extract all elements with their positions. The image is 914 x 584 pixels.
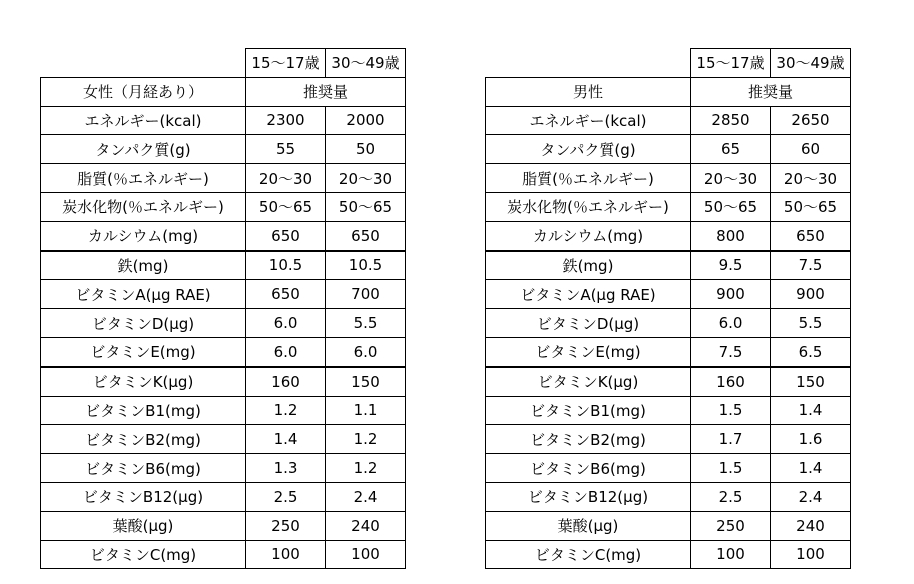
nutrient-label: タンパク質(g) <box>41 135 246 164</box>
value-cell: 6.0 <box>246 337 326 366</box>
value-cell: 9.5 <box>691 251 771 280</box>
table-row <box>486 511 851 540</box>
table-row <box>486 164 851 193</box>
value-cell: 150 <box>326 367 406 396</box>
value-cell: 2850 <box>691 106 771 135</box>
nutrient-label: ビタミンB12(μg) <box>486 482 691 511</box>
value-cell: 7.5 <box>771 251 851 280</box>
nutrient-label: ビタミンE(mg) <box>41 337 246 366</box>
value-cell: 50〜65 <box>691 192 771 221</box>
value-cell: 50〜65 <box>326 192 406 221</box>
age-column-header: 15〜17歳 <box>691 49 771 78</box>
value-cell: 1.4 <box>771 454 851 483</box>
value-cell: 5.5 <box>326 309 406 338</box>
nutrient-label: ビタミンE(mg) <box>486 337 691 366</box>
value-cell: 1.1 <box>326 396 406 425</box>
table-row <box>41 164 406 193</box>
recommended-label: 推奨量 <box>246 77 406 106</box>
table-row <box>486 337 851 366</box>
value-cell: 100 <box>326 540 406 569</box>
value-cell: 650 <box>771 221 851 250</box>
value-cell: 100 <box>246 540 326 569</box>
table-row <box>41 482 406 511</box>
value-cell: 1.4 <box>771 396 851 425</box>
value-cell: 1.2 <box>326 454 406 483</box>
recommended-label: 推奨量 <box>691 77 851 106</box>
value-cell: 20〜30 <box>691 164 771 193</box>
table-row <box>486 280 851 309</box>
nutrient-label: カルシウム(mg) <box>486 221 691 250</box>
table-row <box>486 396 851 425</box>
nutrient-label: 鉄(mg) <box>41 251 246 280</box>
value-cell: 2.4 <box>771 482 851 511</box>
table-header-row <box>41 77 406 106</box>
value-cell: 250 <box>691 511 771 540</box>
age-column-header: 30〜49歳 <box>326 49 406 78</box>
value-cell: 50 <box>326 135 406 164</box>
table-row <box>486 454 851 483</box>
blank-cell <box>41 49 246 78</box>
female-nutrition-table <box>40 48 406 569</box>
table-row <box>41 337 406 366</box>
nutrient-label: 脂質(％エネルギー) <box>41 164 246 193</box>
nutrient-label: ビタミンD(μg) <box>486 309 691 338</box>
value-cell: 6.5 <box>771 337 851 366</box>
nutrient-label: ビタミンC(mg) <box>486 540 691 569</box>
nutrient-label: ビタミンK(μg) <box>486 367 691 396</box>
nutrient-label: エネルギー(kcal) <box>41 106 246 135</box>
value-cell: 65 <box>691 135 771 164</box>
value-cell: 1.5 <box>691 454 771 483</box>
table-row <box>41 454 406 483</box>
value-cell: 100 <box>691 540 771 569</box>
nutrient-label: ビタミンC(mg) <box>41 540 246 569</box>
value-cell: 100 <box>771 540 851 569</box>
table-row <box>486 106 851 135</box>
value-cell: 5.5 <box>771 309 851 338</box>
value-cell: 1.7 <box>691 425 771 454</box>
group-label: 女性（月経あり） <box>41 77 246 106</box>
value-cell: 60 <box>771 135 851 164</box>
value-cell: 240 <box>771 511 851 540</box>
value-cell: 2.4 <box>326 482 406 511</box>
male-nutrition-table <box>485 48 851 569</box>
value-cell: 250 <box>246 511 326 540</box>
table-header-row <box>486 49 851 78</box>
nutrient-label: ビタミンD(μg) <box>41 309 246 338</box>
value-cell: 2000 <box>326 106 406 135</box>
table-row <box>486 540 851 569</box>
value-cell: 1.4 <box>246 425 326 454</box>
table-row <box>41 511 406 540</box>
table-row <box>41 221 406 250</box>
nutrient-label: 鉄(mg) <box>486 251 691 280</box>
table-row <box>41 309 406 338</box>
value-cell: 50〜65 <box>771 192 851 221</box>
age-column-header: 15〜17歳 <box>246 49 326 78</box>
table-row <box>486 309 851 338</box>
nutrient-label: ビタミンB6(mg) <box>486 454 691 483</box>
value-cell: 700 <box>326 280 406 309</box>
table-header-row <box>486 77 851 106</box>
table-row <box>486 251 851 280</box>
table-row <box>486 367 851 396</box>
value-cell: 55 <box>246 135 326 164</box>
value-cell: 6.0 <box>246 309 326 338</box>
value-cell: 1.2 <box>246 396 326 425</box>
value-cell: 650 <box>246 280 326 309</box>
table-row <box>41 192 406 221</box>
value-cell: 1.2 <box>326 425 406 454</box>
table-row <box>41 425 406 454</box>
table-row <box>486 482 851 511</box>
value-cell: 900 <box>691 280 771 309</box>
value-cell: 2650 <box>771 106 851 135</box>
table-header-row <box>41 49 406 78</box>
nutrient-label: ビタミンB1(mg) <box>486 396 691 425</box>
table-row <box>41 280 406 309</box>
value-cell: 2300 <box>246 106 326 135</box>
table-row <box>486 135 851 164</box>
value-cell: 160 <box>246 367 326 396</box>
value-cell: 900 <box>771 280 851 309</box>
value-cell: 6.0 <box>326 337 406 366</box>
table-row <box>486 425 851 454</box>
value-cell: 240 <box>326 511 406 540</box>
value-cell: 2.5 <box>246 482 326 511</box>
value-cell: 800 <box>691 221 771 250</box>
value-cell: 10.5 <box>326 251 406 280</box>
nutrient-label: 炭水化物(％エネルギー) <box>486 192 691 221</box>
value-cell: 160 <box>691 367 771 396</box>
value-cell: 150 <box>771 367 851 396</box>
nutrient-label: ビタミンB1(mg) <box>41 396 246 425</box>
age-column-header: 30〜49歳 <box>771 49 851 78</box>
nutrient-label: カルシウム(mg) <box>41 221 246 250</box>
nutrient-label: ビタミンK(μg) <box>41 367 246 396</box>
table-row <box>41 251 406 280</box>
value-cell: 6.0 <box>691 309 771 338</box>
nutrient-label: 葉酸(μg) <box>41 511 246 540</box>
table-row <box>41 367 406 396</box>
table-row <box>486 192 851 221</box>
value-cell: 1.5 <box>691 396 771 425</box>
value-cell: 20〜30 <box>326 164 406 193</box>
group-label: 男性 <box>486 77 691 106</box>
nutrient-label: ビタミンB2(mg) <box>486 425 691 454</box>
value-cell: 20〜30 <box>246 164 326 193</box>
table-row <box>41 106 406 135</box>
value-cell: 1.3 <box>246 454 326 483</box>
nutrient-label: エネルギー(kcal) <box>486 106 691 135</box>
nutrient-label: ビタミンA(μg RAE) <box>486 280 691 309</box>
value-cell: 50〜65 <box>246 192 326 221</box>
table-row <box>41 540 406 569</box>
table-row <box>486 221 851 250</box>
table-row <box>41 396 406 425</box>
value-cell: 650 <box>326 221 406 250</box>
nutrient-label: 葉酸(μg) <box>486 511 691 540</box>
nutrient-label: ビタミンB6(mg) <box>41 454 246 483</box>
nutrient-label: 炭水化物(％エネルギー) <box>41 192 246 221</box>
table-row <box>41 135 406 164</box>
value-cell: 10.5 <box>246 251 326 280</box>
value-cell: 1.6 <box>771 425 851 454</box>
value-cell: 650 <box>246 221 326 250</box>
nutrient-label: 脂質(％エネルギー) <box>486 164 691 193</box>
blank-cell <box>486 49 691 78</box>
nutrient-label: ビタミンA(μg RAE) <box>41 280 246 309</box>
nutrient-label: タンパク質(g) <box>486 135 691 164</box>
nutrient-label: ビタミンB12(μg) <box>41 482 246 511</box>
nutrient-label: ビタミンB2(mg) <box>41 425 246 454</box>
value-cell: 20〜30 <box>771 164 851 193</box>
value-cell: 2.5 <box>691 482 771 511</box>
value-cell: 7.5 <box>691 337 771 366</box>
